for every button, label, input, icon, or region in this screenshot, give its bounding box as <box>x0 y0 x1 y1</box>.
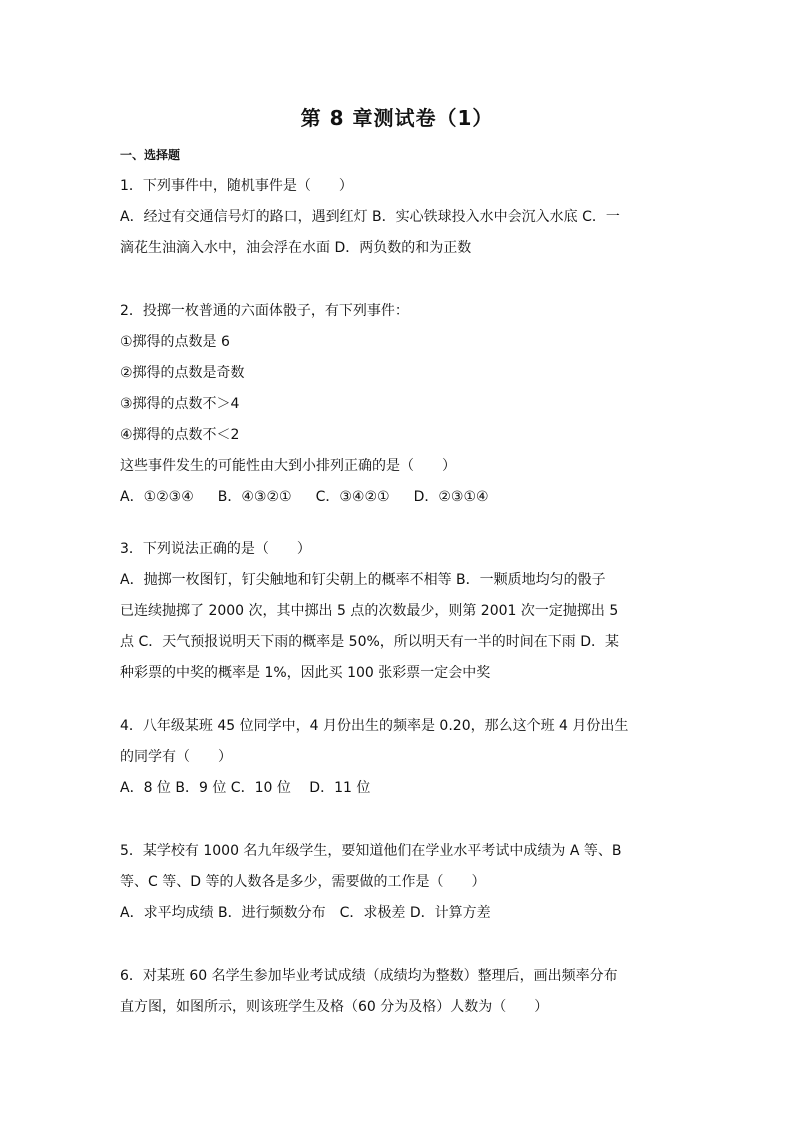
page-title: 第 8 章测试卷（1） <box>300 106 494 130</box>
q3-stem: 3．下列说法正确的是（ ） <box>120 541 311 557</box>
q4-line-2: 的同学有（ ） <box>120 749 232 765</box>
q2-event-1: ①掷得的点数是 6 <box>120 334 230 350</box>
q4-options: A．8 位 B．9 位 C．10 位 D．11 位 <box>120 780 371 796</box>
q6-line-1: 6．对某班 60 名学生参加毕业考试成绩（成绩均为整数）整理后，画出频率分布 <box>120 968 618 984</box>
q2-option-d: D．②③①④ <box>413 489 489 505</box>
q3-line-1: A．抛掷一枚图钉，钉尖触地和钉尖朝上的概率不相等 B．一颗质地均匀的骰子 <box>120 572 606 588</box>
q5-line-2: 等、C 等、D 等的人数各是多少，需要做的工作是（ ） <box>120 874 486 890</box>
q5-line-1: 5．某学校有 1000 名九年级学生，要知道他们在学业水平考试中成绩为 A 等、B <box>120 843 622 859</box>
q2-event-4: ④掷得的点数不＜2 <box>120 427 240 443</box>
section-heading: 一、选择题 <box>120 148 181 162</box>
q6-line-2: 直方图，如图所示，则该班学生及格（60 分为及格）人数为（ ） <box>120 999 549 1015</box>
q2-event-2: ②掷得的点数是奇数 <box>120 365 245 381</box>
q3-line-2: 已连续抛掷了 2000 次，其中掷出 5 点的次数最少，则第 2001 次一定抛掷出 5 <box>120 603 619 619</box>
q2-option-c: C．③④②① <box>315 489 390 505</box>
q3-line-4: 种彩票的中奖的概率是 1%，因此买 100 张彩票一定会中奖 <box>120 665 491 681</box>
q2-options <box>120 487 680 507</box>
q1-options-line-1: A．经过有交通信号灯的路口，遇到红灯 B．实心铁球投入水中会沉入水底 C．一 <box>120 209 620 225</box>
q1-options-line-2: 滴花生油滴入水中，油会浮在水面 D．两负数的和为正数 <box>120 240 472 256</box>
q5-options: A．求平均成绩 B．进行频数分布 C．求极差 D．计算方差 <box>120 905 491 921</box>
q2-option-a: A．①②③④ <box>120 489 194 505</box>
q2-stem: 2．投掷一枚普通的六面体骰子，有下列事件： <box>120 303 409 319</box>
q4-line-1: 4．八年级某班 45 位同学中，4 月份出生的频率是 0.20，那么这个班 4 月份出生 <box>120 718 629 734</box>
q2-event-3: ③掷得的点数不＞4 <box>120 396 240 412</box>
q2-option-b: B．④③②① <box>217 489 292 505</box>
q1-stem: 1．下列事件中，随机事件是（ ） <box>120 178 353 194</box>
q2-question: 这些事件发生的可能性由大到小排列正确的是（ ） <box>120 458 456 474</box>
q3-line-3: 点 C．天气预报说明天下雨的概率是 50%，所以明天有一半的时间在下雨 D．某 <box>120 634 620 650</box>
